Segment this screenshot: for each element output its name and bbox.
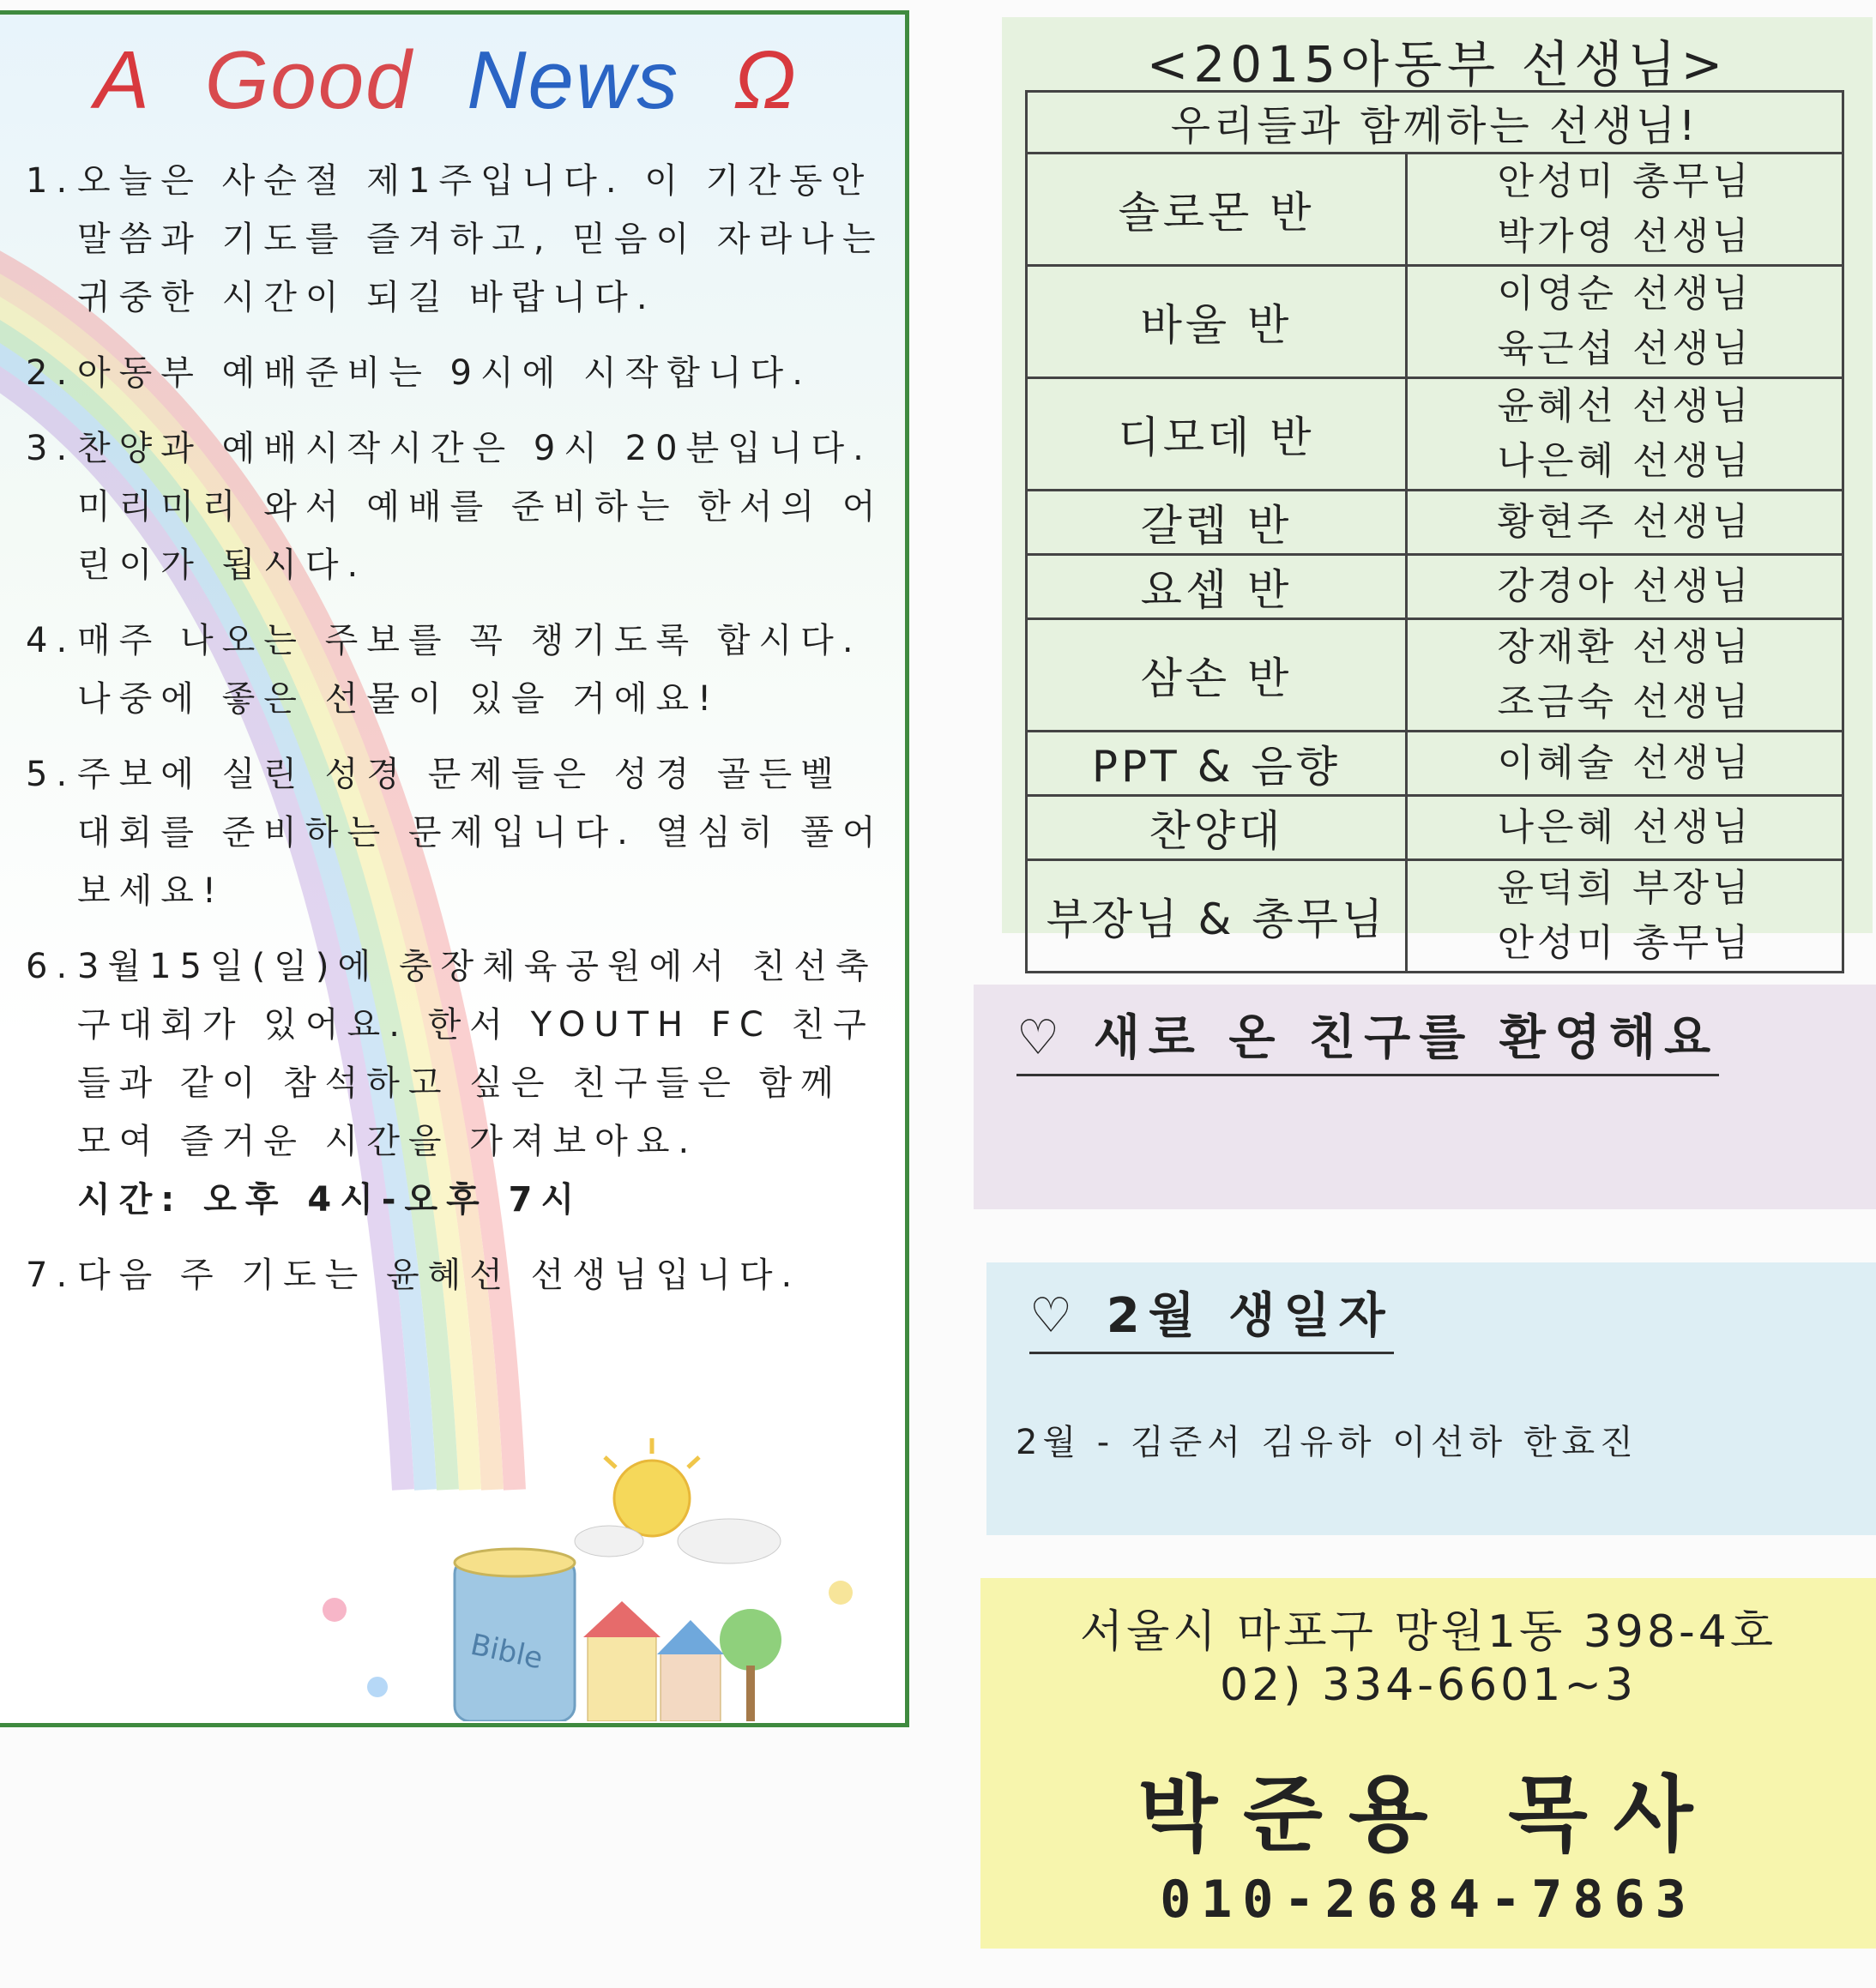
teacher-names [1407, 732, 1843, 796]
bible-illustration [283, 1438, 884, 1721]
class-name: 부장님 & 총무님 [1027, 860, 1407, 973]
table-row [1027, 266, 1843, 378]
title-word-good: Good [204, 34, 413, 126]
teacher-name: 조금숙 선생님 [1497, 680, 1752, 724]
table-row [1027, 378, 1843, 491]
teacher-name: 황현주 선생님 [1497, 500, 1752, 544]
class-name: 요셉 반 [1027, 555, 1407, 619]
class-name: 디모데 반 [1027, 378, 1407, 491]
teacher-name: 나은혜 선생님 [1497, 439, 1752, 483]
notice-text: 찬양과 예배시작시간은 9시 20분입니다. 미리미리 와서 예배를 준비하는 한서의 어린이가 됩시다. [77, 429, 884, 585]
teacher-name: 장재환 선생님 [1497, 625, 1752, 669]
notice-item [26, 745, 892, 920]
notice-number: 7. [26, 1256, 76, 1295]
class-name: 삼손 반 [1027, 619, 1407, 732]
table-row [1027, 796, 1843, 860]
table-row [1027, 619, 1843, 732]
birthday-heading: ♡ 2월 생일자 [1029, 1278, 1394, 1354]
good-news-panel [0, 10, 909, 1727]
good-news-title [94, 33, 866, 128]
teacher-name: 안성미 총무님 [1497, 921, 1752, 965]
notice-number: 1. [26, 161, 76, 201]
sun-icon [614, 1461, 690, 1536]
cloud-icon [678, 1519, 781, 1563]
notice-text-body: 3월15일(일)에 충장체육공원에서 친선축구대회가 있어요. 한서 YOUTH FC 친구들과 같이 참석하고 싶은 친구들은 함께 모여 즐거운 시간을 가져보아요. [77, 947, 878, 1161]
pastor-mobile: 010-2684-7863 [1160, 1870, 1697, 1930]
notice-text: 주보에 실린 성경 문제들은 성경 골든벨 대회를 준비하는 문제입니다. 열심히 풀어보세요! [77, 755, 884, 911]
teachers-section [1002, 17, 1873, 965]
house-icon [661, 1653, 721, 1721]
tree-icon [720, 1609, 781, 1671]
table-header-row [1027, 92, 1843, 154]
notice-number: 6. [26, 947, 76, 986]
new-friends-section [974, 985, 1876, 1209]
teacher-name: 이혜술 선생님 [1497, 741, 1752, 785]
new-friends-heading: ♡ 새로 온 친구를 환영해요 [1016, 1000, 1719, 1076]
notice-time: 시간: 오후 4시-오후 7시 [77, 1180, 583, 1220]
pastor-name: 박준용 목사 [1137, 1767, 1719, 1863]
notice-list [26, 152, 892, 1322]
notice-item [26, 611, 892, 728]
class-name: 갈렙 반 [1027, 491, 1407, 555]
bible-label: Bible [467, 1627, 546, 1677]
notice-text: 매주 나오는 주보를 꼭 챙기도록 합시다. 나중에 좋은 선물이 있을 거에요! [77, 621, 862, 719]
table-row [1027, 555, 1843, 619]
class-name: 찬양대 [1027, 796, 1407, 860]
teacher-name: 나은혜 선생님 [1497, 805, 1752, 849]
teacher-names [1407, 491, 1843, 555]
teacher-name: 안성미 총무님 [1497, 160, 1752, 203]
notice-text [77, 937, 892, 1229]
teacher-name: 육근섭 선생님 [1497, 327, 1752, 370]
teacher-names [1407, 266, 1843, 378]
teachers-title: <2015아동부 선생님> [1146, 35, 1728, 93]
heart-icon [829, 1581, 853, 1605]
class-name: PPT & 음향 [1027, 732, 1407, 796]
teacher-names [1407, 378, 1843, 491]
church-phone: 02) 334-6601~3 [1220, 1660, 1637, 1711]
teacher-names [1407, 796, 1843, 860]
birthday-names: 2월 - 김준서 김유하 이선하 한효진 [1016, 1423, 1638, 1462]
teacher-name: 이영순 선생님 [1497, 272, 1752, 316]
table-row [1027, 732, 1843, 796]
heart-icon [367, 1677, 388, 1697]
omega-icon: Ω [733, 34, 798, 126]
contact-section [980, 1578, 1876, 1949]
notice-text: 다음 주 기도는 윤혜선 선생님입니다. [77, 1256, 801, 1295]
teacher-names [1407, 860, 1843, 973]
notice-number: 5. [26, 755, 76, 794]
teachers-table-header: 우리들과 함께하는 선생님! [1027, 92, 1843, 154]
notice-item [26, 1246, 892, 1304]
notice-number: 3. [26, 429, 76, 468]
table-row [1027, 491, 1843, 555]
title-word-a: A [94, 34, 152, 126]
table-row [1027, 154, 1843, 266]
teacher-name: 박가영 선생님 [1497, 214, 1752, 258]
birthday-section [986, 1262, 1876, 1535]
teacher-name: 강경아 선생님 [1497, 564, 1752, 608]
notice-item [26, 937, 892, 1229]
teacher-name: 윤덕희 부장님 [1497, 866, 1752, 910]
teacher-names [1407, 555, 1843, 619]
notice-number: 4. [26, 621, 76, 660]
notice-number: 2. [26, 353, 76, 393]
notice-item [26, 344, 892, 402]
notice-item [26, 419, 892, 594]
title-word-news: News [467, 34, 680, 126]
teachers-table [1025, 90, 1844, 973]
notice-text: 오늘은 사순절 제1주입니다. 이 기간동안 말씀과 기도를 즐겨하고, 믿음이 자라나는 귀중한 시간이 되길 바랍니다. [77, 161, 884, 317]
house-icon [588, 1636, 656, 1721]
teacher-names [1407, 619, 1843, 732]
notice-text: 아동부 예배준비는 9시에 시작합니다. [77, 353, 811, 393]
class-name: 바울 반 [1027, 266, 1407, 378]
teacher-names [1407, 154, 1843, 266]
table-row [1027, 860, 1843, 973]
notice-item [26, 152, 892, 327]
cloud-icon [575, 1526, 643, 1557]
teacher-name: 윤혜선 선생님 [1497, 384, 1752, 428]
class-name: 솔로몬 반 [1027, 154, 1407, 266]
heart-icon [323, 1598, 347, 1622]
church-address: 서울시 마포구 망원1동 398-4호 [1079, 1606, 1777, 1658]
